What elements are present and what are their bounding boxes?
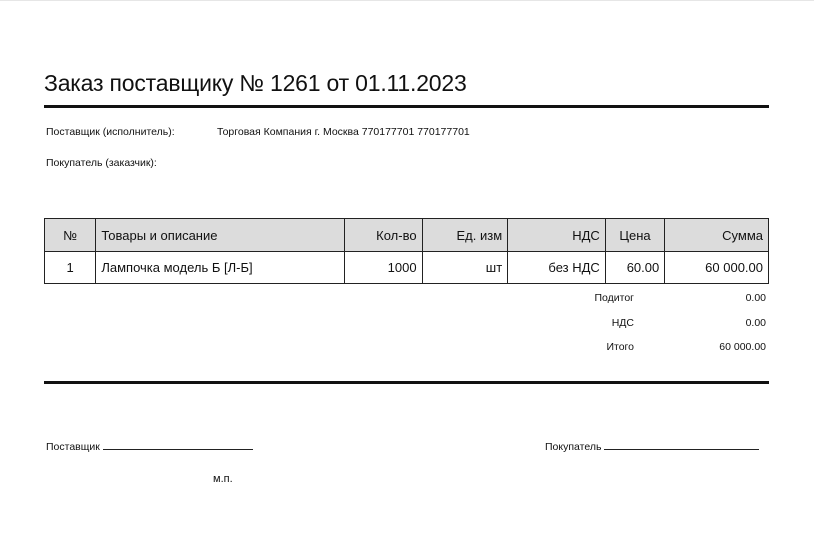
row-product: Лампочка модель Б [Л-Б] — [96, 252, 345, 284]
document-title: Заказ поставщику № 1261 от 01.11.2023 — [44, 70, 467, 96]
row-number: 1 — [45, 252, 96, 284]
supplier-value: Торговая Компания г. Москва 770177701 770177701 — [217, 126, 470, 138]
buyer-signature-label: Покупатель — [545, 441, 602, 453]
header-product: Товары и описание — [96, 219, 345, 252]
vat-total-label: НДС — [611, 317, 634, 329]
header-sum: Сумма — [665, 219, 769, 252]
header-quantity: Кол-во — [345, 219, 423, 252]
grand-total-label: Итого — [606, 341, 634, 353]
supplier-signature — [46, 440, 253, 453]
items-table — [44, 218, 769, 284]
table-row — [45, 252, 769, 284]
stamp-placeholder: м.п. — [213, 473, 233, 485]
row-quantity: 1000 — [345, 252, 423, 284]
subtotal-label: Подитог — [594, 292, 634, 304]
buyer-signature — [545, 440, 759, 453]
table-header-row — [45, 219, 769, 252]
grand-total-value: 60 000.00 — [719, 341, 766, 353]
subtotal-value: 0.00 — [745, 292, 766, 304]
header-unit: Ед. изм — [422, 219, 508, 252]
buyer-signature-line — [604, 440, 759, 450]
title-divider — [44, 105, 769, 108]
buyer-label: Покупатель (заказчик): — [46, 157, 157, 169]
supplier-signature-line — [103, 440, 253, 450]
supplier-signature-label: Поставщик — [46, 441, 100, 453]
row-price: 60.00 — [605, 252, 664, 284]
row-unit: шт — [422, 252, 508, 284]
totals-divider — [44, 381, 769, 384]
row-sum: 60 000.00 — [665, 252, 769, 284]
supplier-label: Поставщик (исполнитель): — [46, 126, 175, 138]
page-top-border — [0, 0, 814, 1]
vat-total-value: 0.00 — [745, 317, 766, 329]
header-price: Цена — [605, 219, 664, 252]
row-vat: без НДС — [508, 252, 606, 284]
header-number: № — [45, 219, 96, 252]
header-vat: НДС — [508, 219, 606, 252]
